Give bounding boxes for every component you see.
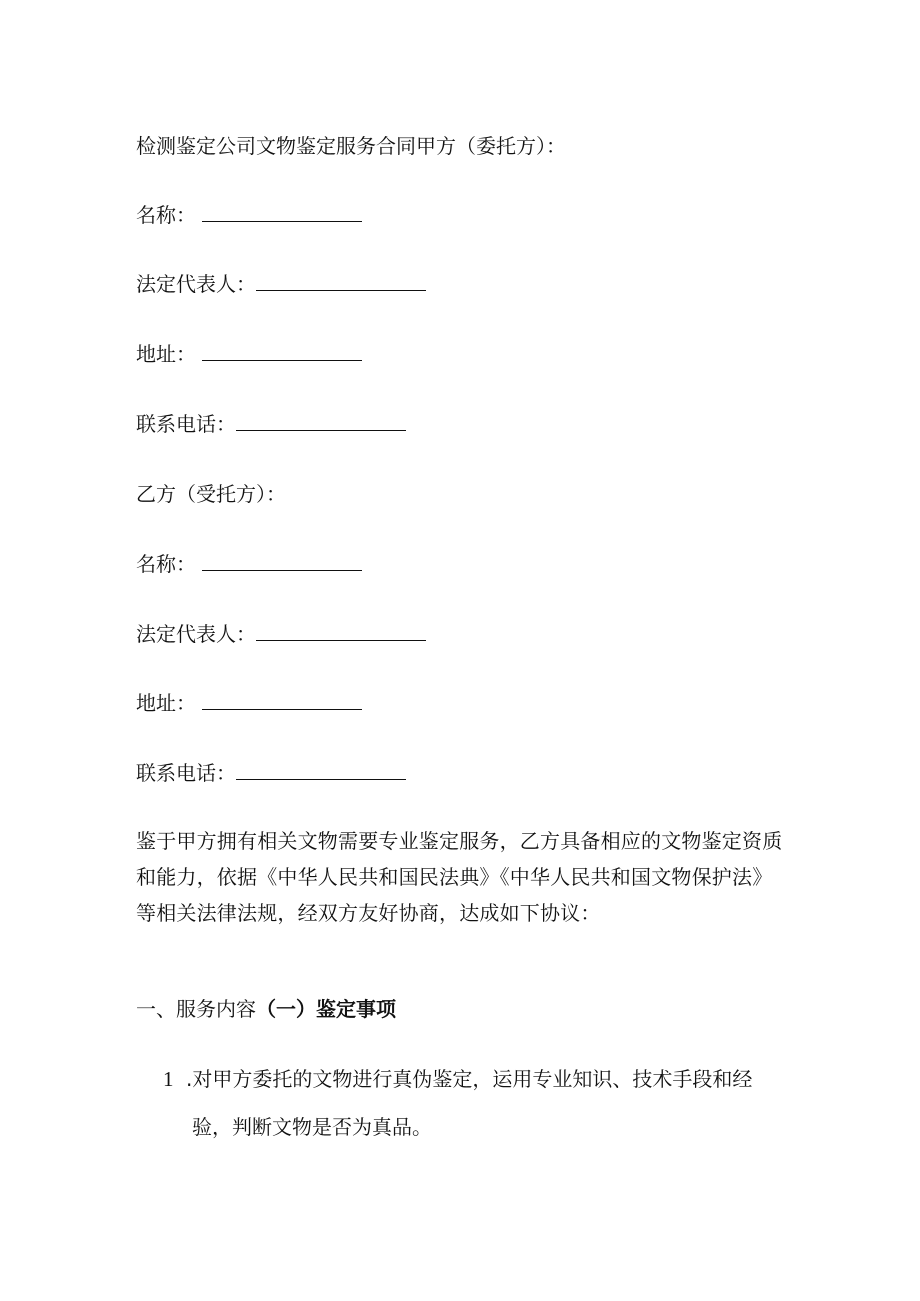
party-a-phone-label: 联系电话： (136, 412, 236, 436)
party-a-name-field (136, 203, 362, 227)
party-b-phone-blank (236, 761, 406, 780)
party-b-rep-label: 法定代表人： (136, 622, 256, 646)
party-b-address-blank (202, 691, 362, 710)
preamble-line-3: 等相关法律法规，经双方友好协商，达成如下协议： (136, 901, 601, 925)
party-b-rep-blank (256, 622, 426, 641)
party-a-rep-blank (256, 272, 426, 291)
contract-title: 检测鉴定公司文物鉴定服务合同甲方（委托方）： (136, 134, 566, 158)
party-b-heading: 乙方（受托方）： (136, 482, 286, 506)
party-a-rep-label: 法定代表人： (136, 272, 256, 296)
party-a-name-label: 名称： (136, 203, 196, 227)
party-a-phone-blank (236, 412, 406, 431)
section-1-subheading: （一）鉴定事项 (256, 997, 396, 1021)
party-b-name-field (136, 552, 362, 576)
section-1-heading (136, 997, 396, 1021)
party-b-rep-field (136, 622, 426, 646)
preamble-line-1: 鉴于甲方拥有相关文物需要专业鉴定服务，乙方具备相应的文物鉴定资质 (136, 829, 783, 853)
party-a-name-blank (202, 203, 362, 222)
item-1-line-1: .对甲方委托的文物进行真伪鉴定，运用专业知识、技术手段和经 (186, 1067, 753, 1091)
party-a-rep-field (136, 272, 426, 296)
party-a-address-label: 地址： (136, 342, 196, 366)
party-a-phone-field (136, 412, 406, 436)
party-b-address-label: 地址： (136, 691, 196, 715)
party-a-address-blank (202, 342, 362, 361)
party-a-address-field (136, 342, 362, 366)
preamble-paragraph (136, 823, 796, 931)
party-b-phone-field (136, 761, 406, 785)
party-b-address-field (136, 691, 362, 715)
section-1-heading-plain: 一、服务内容 (136, 997, 256, 1021)
preamble-line-2: 和能力，依据《中华人民共和国民法典》《中华人民共和国文物保护法》 (136, 865, 773, 889)
item-1-line-2: 验，判断文物是否为真品。 (192, 1115, 432, 1139)
party-b-phone-label: 联系电话： (136, 761, 236, 785)
party-b-name-label: 名称： (136, 552, 196, 576)
party-b-name-blank (202, 552, 362, 571)
item-1-number: 1 (163, 1067, 174, 1091)
